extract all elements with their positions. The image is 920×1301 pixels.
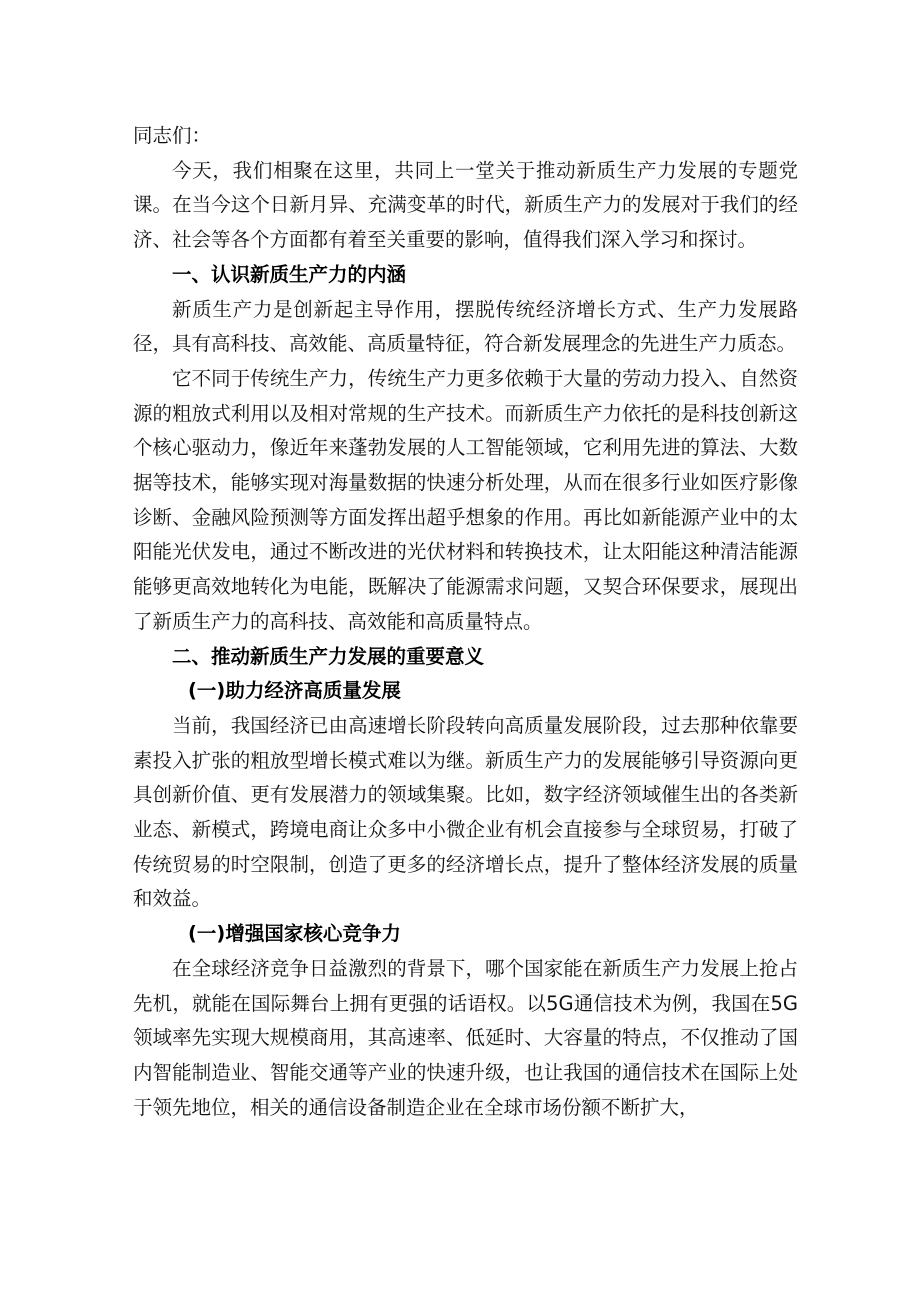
paragraph-definition: 新质生产力是创新起主导作用，摆脱传统经济增长方式、生产力发展路径，具有高科技、高效能、高质量特征，符合新发展理念的先进生产力质态。 bbox=[133, 297, 798, 356]
paragraph-comparison: 它不同于传统生产力，传统生产力更多依赖于大量的劳动力投入、自然资源的粗放式利用以及相对常规的生产技术。而新质生产力依托的是科技创新这个核心驱动力，像近年来蓬勃发展的人工智能领域，它利用先进的算法、大数据等技术，能够实现对海量数据的快速分析处理，从而在很多行业如医疗影像诊断、金融风险预测等方面发挥出超乎想象的作用。再比如新能源产业中的太阳能光伏发电，通过不断改进的光伏材料和转换技术，让太阳能这种清洁能源能够更高效地转化为电能，既解决了能源需求问题，又契合环保要求，展现出了新质生产力的高科技、高效能和高质量特点。 bbox=[133, 366, 798, 633]
salutation: 同志们： bbox=[133, 124, 212, 147]
section-heading-2: 二、推动新质生产力发展的重要意义 bbox=[172, 644, 485, 668]
section-heading-1: 一、认识新质生产力的内涵 bbox=[172, 262, 407, 286]
document-page bbox=[133, 119, 798, 1125]
paragraph-economy: 当前，我国经济已由高速增长阶段转向高质量发展阶段，过去那种依靠要素投入扩张的粗放型增长模式难以为继。新质生产力的发展能够引导资源向更具创新价值、更有发展潜力的领域集聚。比如，数字经济领域催生出的各类新业态、新模式，跨境电商让众多中小微企业有机会直接参与全球贸易，打破了传统贸易的时空限制，创造了更多的经济增长点，提升了整体经济发展的质量和效益。 bbox=[133, 713, 798, 911]
paragraph-intro: 今天，我们相聚在这里，共同上一堂关于推动新质生产力发展的专题党课。在当今这个日新月异、充满变革的时代，新质生产力的发展对于我们的经济、社会等各个方面都有着至关重要的影响，值得我们深入学习和探讨。 bbox=[133, 158, 798, 252]
subsection-heading-1: (一)助力经济高质量发展 bbox=[188, 679, 401, 703]
subsection-heading-2: (一)增强国家核心竞争力 bbox=[188, 922, 401, 946]
paragraph-competitiveness: 在全球经济竞争日益激烈的背景下，哪个国家能在新质生产力发展上抢占先机，就能在国际舞台上拥有更强的话语权。以5G通信技术为例，我国在5G领域率先实现大规模商用，其高速率、低延时、大容量的特点，不仅推动了国内智能制造业、智能交通等产业的快速升级，也让我国的通信技术在国际上处于领先地位，相关的通信设备制造企业在全球市场份额不断扩大， bbox=[133, 956, 798, 1119]
